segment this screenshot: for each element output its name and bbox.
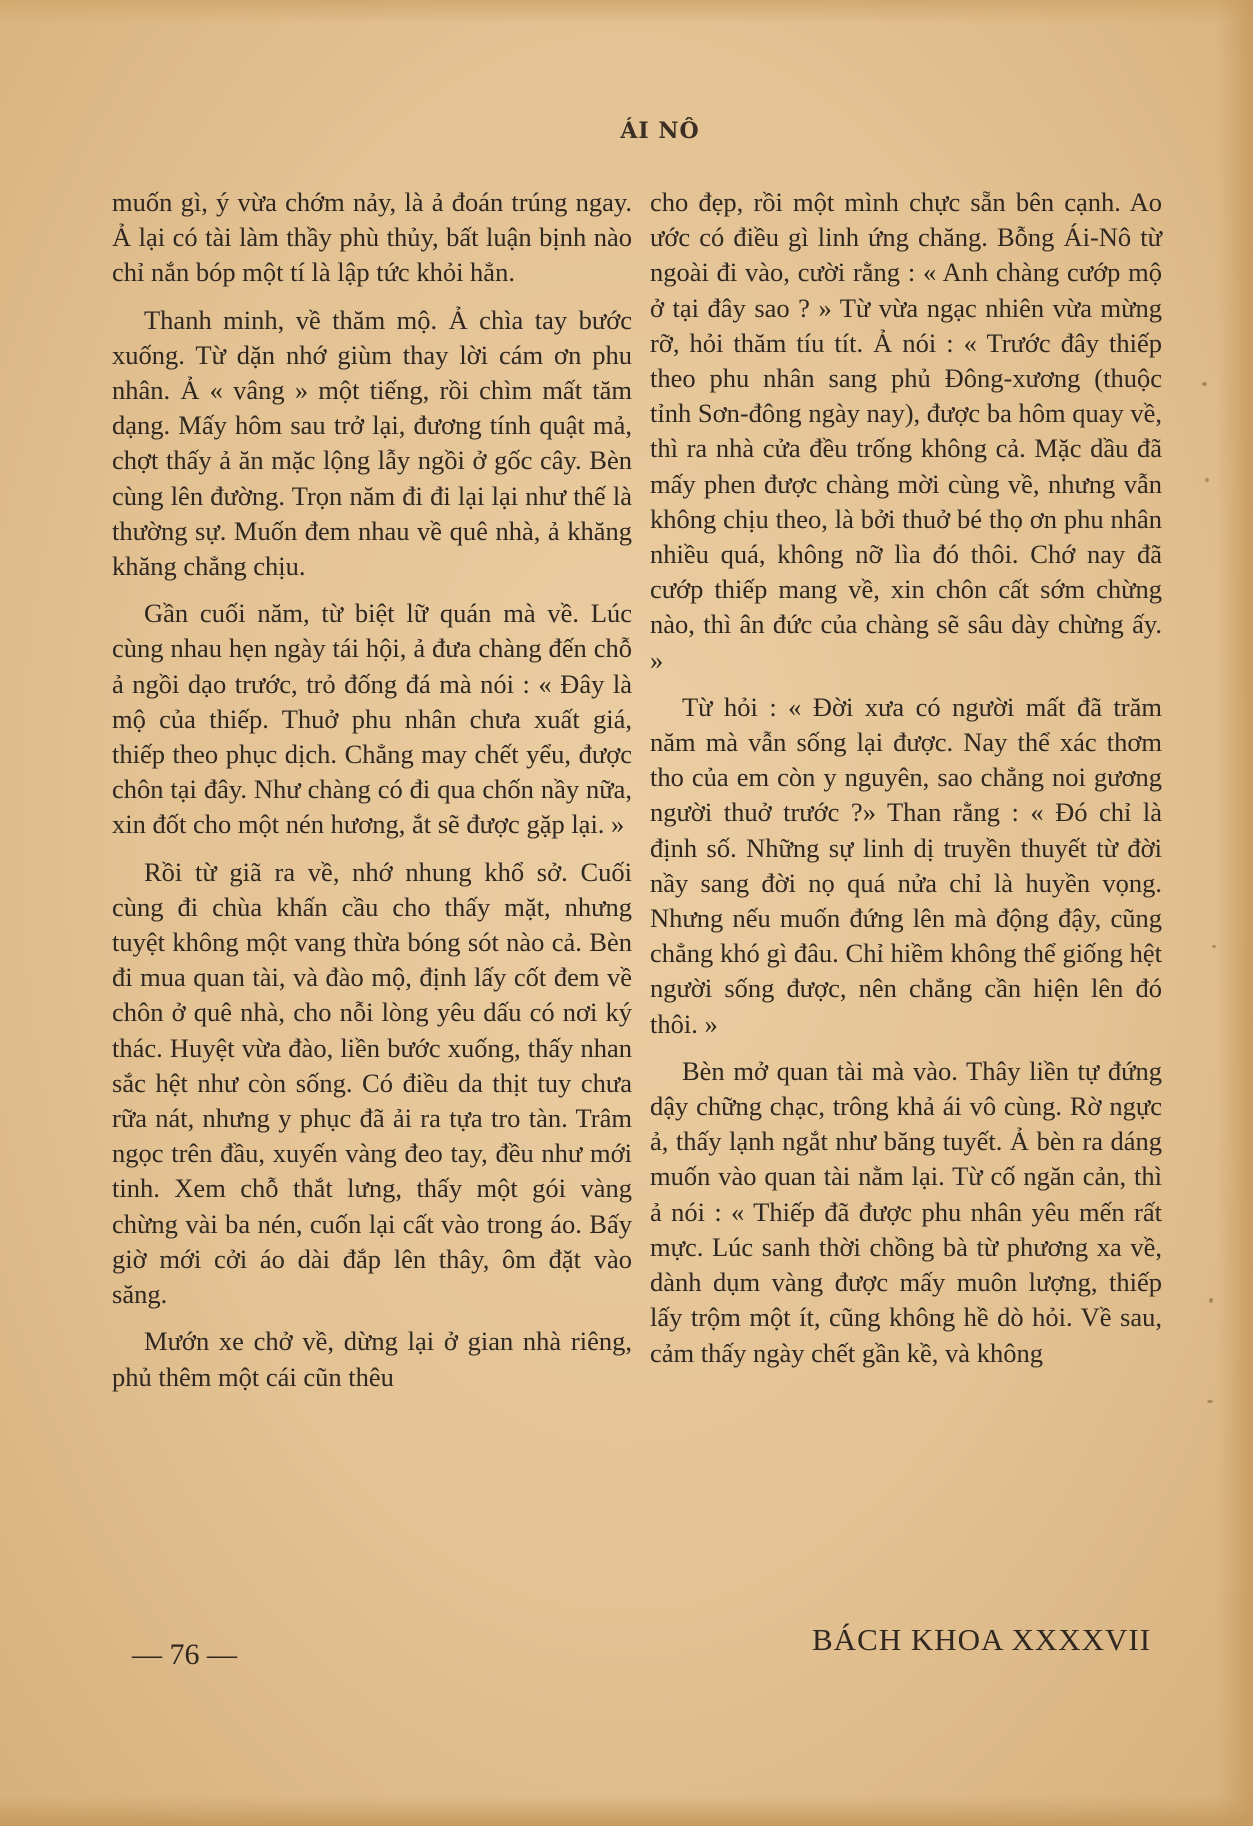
paragraph: Gần cuối năm, từ biệt lữ quán mà về. Lúc cùng nhau hẹn ngày tái hội, ả đưa chàng đến chỗ ả ngồi dạo trước, trỏ đống đá mà nói : « Đây là mộ của thiếp. Thuở phu nhân chưa xuất giá, thiếp theo phục dịch. Chẳng may chết yểu, được chôn tại đây. Như chàng có đi qua chốn nầy nữa, xin đốt cho một nén hương, ắt sẽ được gặp lại. »: [112, 598, 632, 840]
paper-speck: [1202, 382, 1207, 386]
paper-speck: [1212, 945, 1216, 948]
paper-speck: [1207, 1400, 1213, 1403]
paper-speck: [1209, 1298, 1213, 1303]
running-head: ÁI NÔ: [620, 118, 700, 144]
paragraph: Từ hỏi : « Đời xưa có người mất đã trăm năm mà vẫn sống lại được. Nay thể xác thơm tho của em còn y nguyên, sao chẳng noi gương người thuở trước ?» Than rằng : « Đó chỉ là định số. Những sự linh dị truyền thuyết từ đời nầy sang đời nọ quá nửa chỉ là huyền vọng. Nhưng nếu muốn đứng lên mà động đậy, cũng chẳng khó gì đâu. Chỉ hiềm không thể giống hệt người sống được, nên chẳng cần hiện lên đó thôi. »: [650, 691, 1162, 1039]
paragraph: Thanh minh, về thăm mộ. Ả chìa tay bước xuống. Từ dặn nhớ giùm thay lời cám ơn phu nhân. Ả « vâng » một tiếng, rồi chìm mất tăm dạng. Mấy hôm sau trở lại, đương tính quật mả, chợt thấy ả ăn mặc lộng lẫy ngồi ở gốc cây. Bèn cùng lên đường. Trọn năm đi đi lại lại như thế là thường sự. Muốn đem nhau về quê nhà, ả khăng khăng chẳng chịu.: [112, 304, 632, 582]
paragraph: Rồi từ giã ra về, nhớ nhung khổ sở. Cuối cùng đi chùa khấn cầu cho thấy mặt, nhưng tuyệt không một vang thừa bóng sót nào cả. Bèn đi mua quan tài, và đào mộ, định lấy cốt đem về chôn ở quê nhà, cho nỗi lòng yêu dấu có nơi ký thác. Huyệt vừa đào, liền bước xuống, thấy nhan sắc hệt như còn sống. Có điều da thịt tuy chưa rữa nát, nhưng y phục đã ải ra tựa tro tàn. Trâm ngọc trên đầu, xuyến vàng đeo tay, đều như mới tinh. Xem chỗ thắt lưng, thấy một gói vàng chừng vài ba nén, cuốn lại cất vào trong áo. Bấy giờ mới cởi áo dài đắp lên thây, ôm đặt vào săng.: [112, 856, 632, 1310]
paper-speck: [1205, 478, 1209, 482]
paragraph: Bèn mở quan tài mà vào. Thây liền tự đứng dậy chững chạc, trông khả ái vô cùng. Rờ ngực ả, thấy lạnh ngắt như băng tuyết. Ả bèn ra dáng muốn vào quan tài nằm lại. Từ cố ngăn cản, thì ả nói : « Thiếp đã được phu nhân yêu mến rất mực. Lúc sanh thời chồng bà từ phương xa về, dành dụm vàng được mấy muôn lượng, thiếp lấy trộm một ít, cũng không hề dò hỏi. Về sau, cảm thấy ngày chết gần kề, và không: [650, 1055, 1162, 1368]
page-number: — 76 —: [132, 1638, 237, 1671]
magazine-title: BÁCH KHOA XXXXVII: [812, 1622, 1152, 1657]
left-column: [112, 185, 632, 1407]
paragraph: cho đẹp, rồi một mình chực sẵn bên cạnh. Ao ước có điều gì linh ứng chăng. Bỗng Ái-Nô từ ngoài đi vào, cười rằng : « Anh chàng cướp mộ ở tại đây sao ? » Từ vừa ngạc nhiên vừa mừng rỡ, hỏi thăm tíu tít. Ả nói : « Trước đây thiếp theo phu nhân sang phủ Đông-xương (thuộc tỉnh Sơn-đông ngày nay), được ba hôm quay về, thì ra nhà cửa đều trống không cả. Mặc dầu đã mấy phen được chàng mời cùng về, nhưng vẫn không chịu theo, là bởi thuở bé thọ ơn phu nhân nhiều quá, không nỡ lìa đó thôi. Chớ nay đã cướp thiếp mang về, xin chôn cất sớm chừng nào, thì ân đức của chàng sẽ sâu dày chừng ấy. »: [650, 187, 1162, 675]
paragraph: muốn gì, ý vừa chớm nảy, là ả đoán trúng ngay. Ả lại có tài làm thầy phù thủy, bất luận bịnh nào chỉ nắn bóp một tí là lập tức khỏi hẳn.: [112, 187, 632, 288]
page-edge-top: [0, 0, 1253, 24]
page-edge-right: [1217, 0, 1253, 1826]
right-column: [650, 185, 1162, 1383]
paragraph: Mướn xe chở về, dừng lại ở gian nhà riêng, phủ thêm một cái cũn thêu: [112, 1326, 632, 1392]
page-edge-bottom: [0, 1796, 1253, 1826]
